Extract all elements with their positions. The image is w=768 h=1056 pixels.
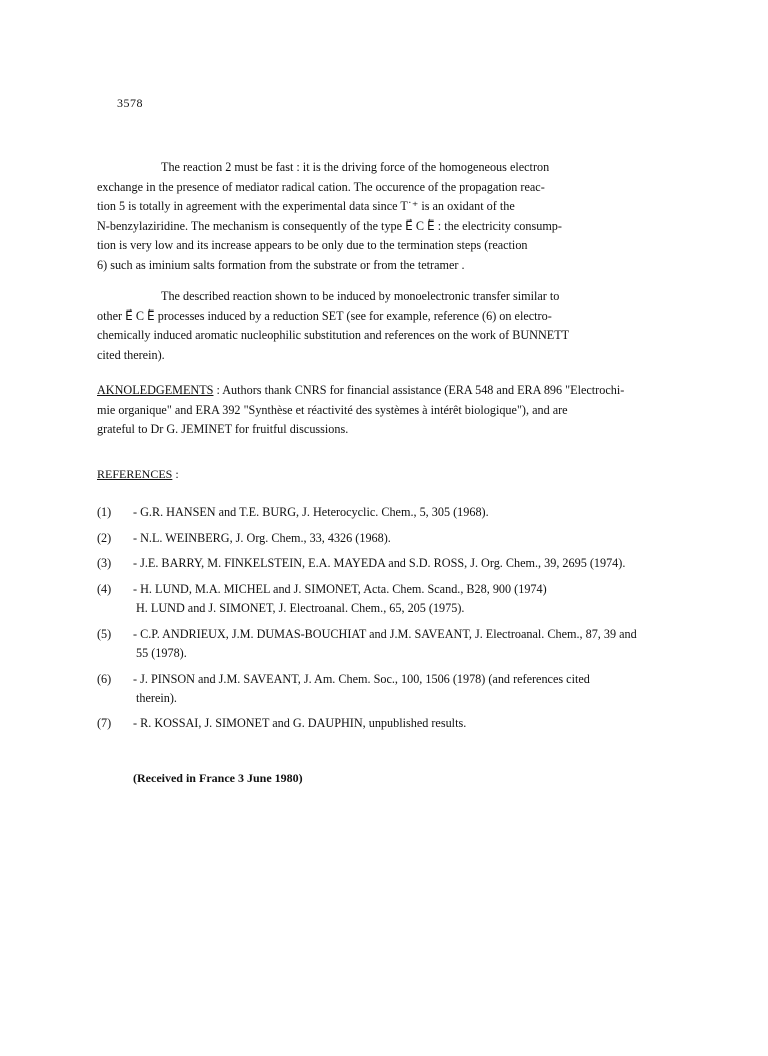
references-heading [97,467,179,482]
reference-text: - C.P. ANDRIEUX, J.M. DUMAS-BOUCHIAT and J.M. SAVEANT, J. Electroanal. Chem., 87, 39 and [133,627,637,641]
reference-7 [97,716,466,731]
paragraph-1-line-6: 6) such as iminium salts formation from the substrate or from the tetramer . [97,257,465,272]
acknowledgements-line-1 [97,381,717,401]
reference-5 [97,627,637,642]
reference-4 [97,582,547,597]
paragraph-2-line-3: chemically induced aromatic nucleophilic substitution and references on the work of BUNNETT [97,328,570,342]
paragraph-2 [97,287,717,365]
paragraph-2-line-2: other E⃗ C E⃖ processes induced by a reduction SET (see for example, reference (6) on electro- [97,308,552,323]
acknowledgements [97,381,717,440]
reference-6-continuation: therein). [136,691,177,705]
reference-text: - R. KOSSAI, J. SIMONET and G. DAUPHIN, unpublished results. [133,716,467,730]
paragraph-1-line-1: The reaction 2 must be fast : it is the driving force of the homogeneous electron [161,160,550,174]
reference-number: (5) [97,627,112,641]
reference-text: - H. LUND, M.A. MICHEL and J. SIMONET, Acta. Chem. Scand., B28, 900 (1974) [133,582,547,596]
reference-4-continuation: H. LUND and J. SIMONET, J. Electroanal. Chem., 65, 205 (1975). [136,601,465,615]
references-heading-text: REFERENCES [97,467,173,481]
received-date: (Received in France 3 June 1980) [133,771,303,785]
reference-3 [97,556,625,571]
paragraph-1-line-5: tion is very low and its increase appears to be only due to the termination steps (reaction [97,238,528,252]
paragraph-2-line-4: cited therein). [97,347,165,362]
reference-number: (3) [97,556,112,570]
acknowledgements-line-3: grateful to Dr G. JEMINET for fruitful discussions. [97,422,349,436]
acknowledgements-heading: AKNOLEDGEMENTS [97,383,214,397]
reference-number: (2) [97,531,112,545]
reference-5-continuation: 55 (1978). [136,646,187,660]
reference-number: (1) [97,505,112,519]
reference-text: - J.E. BARRY, M. FINKELSTEIN, E.A. MAYEDA and S.D. ROSS, J. Org. Chem., 39, 2695 (1974). [133,556,626,570]
reference-number: (6) [97,672,112,686]
paragraph-1 [97,158,717,275]
references-list [97,505,717,765]
acknowledgements-text-1: : Authors thank CNRS for financial assistance (ERA 548 and ERA 896 "Electrochi- [213,383,625,397]
reference-1 [97,505,489,520]
reference-text: - N.L. WEINBERG, J. Org. Chem., 33, 4326 (1968). [133,531,391,545]
paragraph-1-line-2: exchange in the presence of mediator radical cation. The occurence of the propagation reac- [97,179,545,194]
paragraph-1-line-4: N-benzylaziridine. The mechanism is consequently of the type E⃗ C E⃖ : the electricity consump- [97,218,562,233]
reference-6 [97,672,590,687]
page-number: 3578 [117,96,143,110]
paragraph-2-line-1: The described reaction shown to be induced by monoelectronic transfer similar to [161,289,560,303]
reference-number: (7) [97,716,112,730]
reference-2 [97,531,391,546]
reference-text: - G.R. HANSEN and T.E. BURG, J. Heterocyclic. Chem., 5, 305 (1968). [133,505,489,519]
paragraph-1-line-3: tion 5 is totally in agreement with the experimental data since T˙⁺ is an oxidant of the [97,199,515,213]
reference-number: (4) [97,582,112,596]
references-heading-colon: : [172,467,179,481]
acknowledgements-line-2: mie organique" and ERA 392 "Synthèse et réactivité des systèmes à intérêt biologique"), and are [97,402,568,417]
reference-text: - J. PINSON and J.M. SAVEANT, J. Am. Chem. Soc., 100, 1506 (1978) (and references cited [133,672,590,686]
